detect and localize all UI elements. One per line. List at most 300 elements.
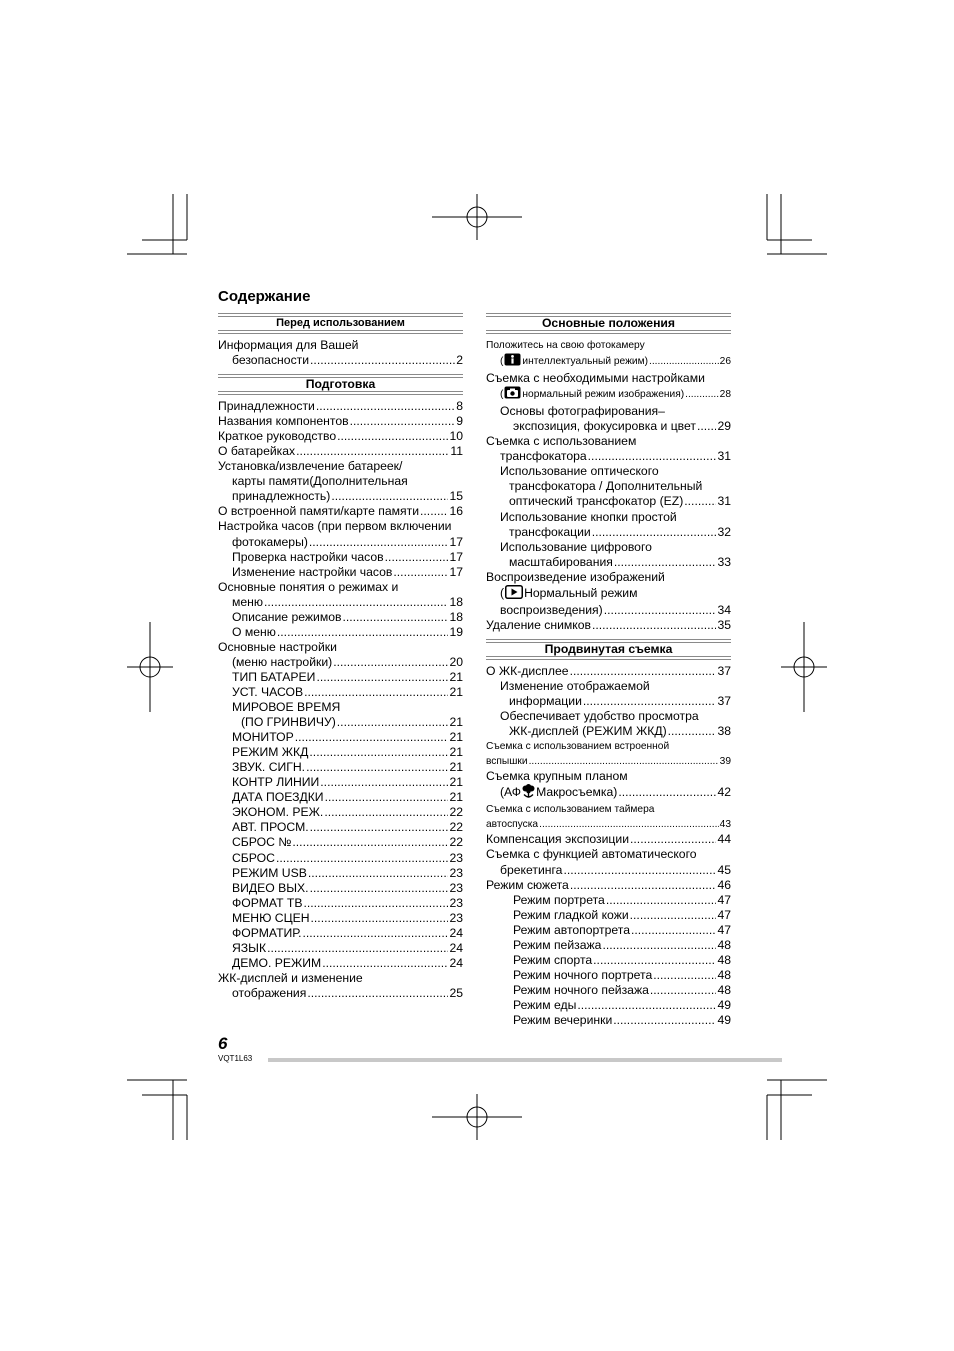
entry-title: безопасности [232, 353, 310, 368]
toc-entry[interactable] [486, 983, 731, 998]
entry-title: фотокамеры) [232, 534, 308, 549]
entry-page-number: 24 [449, 940, 463, 955]
entry-page-number: 21 [449, 745, 463, 760]
toc-entry[interactable] [486, 555, 731, 570]
dot-leader [276, 851, 448, 866]
dot-leader [310, 881, 449, 896]
entry-page-number: 10 [449, 429, 463, 444]
toc-entry[interactable] [218, 338, 463, 353]
dot-leader [592, 525, 717, 540]
toc-entry[interactable] [486, 923, 731, 938]
entry-title: Режим ночного пейзажа [513, 982, 649, 997]
entry-page-number: 23 [449, 865, 463, 880]
dot-leader [320, 775, 448, 790]
entry-page-number: 18 [449, 609, 463, 624]
entry-page-number: 47 [717, 922, 731, 937]
toc-entry[interactable] [218, 971, 463, 986]
toc-entry[interactable] [218, 805, 463, 820]
entry-prefix: ( [500, 585, 505, 600]
entry-title: Съемка с использованием встроенной [486, 741, 670, 753]
entry-page-number: 37 [717, 693, 731, 708]
entry-page-number: 48 [717, 952, 731, 967]
dot-leader [310, 820, 449, 835]
entry-page-number: 49 [717, 1012, 731, 1027]
camera-icon [504, 386, 521, 404]
toc-entry[interactable] [218, 820, 463, 835]
dot-leader [385, 550, 449, 565]
dot-leader [393, 565, 448, 580]
entry-page-number: 23 [449, 895, 463, 910]
toc-entry[interactable] [218, 550, 463, 565]
toc-entry[interactable] [486, 510, 731, 525]
entry-page-number: 21 [449, 790, 463, 805]
toc-entry[interactable] [486, 694, 731, 709]
entry-title: О батарейках [218, 444, 296, 459]
toc-entry[interactable] [218, 429, 463, 444]
toc-entry[interactable] [486, 603, 731, 618]
dot-leader [697, 419, 716, 434]
entry-title: автоспуска [486, 819, 539, 831]
toc-entry[interactable] [218, 986, 463, 1001]
dot-leader [684, 494, 716, 509]
toc-entry[interactable] [218, 519, 463, 534]
entry-title: Режим пейзажа [513, 937, 602, 952]
entry-title: Основные настройки [218, 639, 337, 654]
toc-entry[interactable] [486, 434, 731, 449]
toc-entry[interactable] [218, 866, 463, 881]
dot-leader [295, 730, 449, 745]
toc-entry[interactable] [218, 414, 463, 429]
entry-page-number: 34 [717, 602, 731, 617]
toc-entry[interactable] [218, 685, 463, 700]
dot-leader [618, 785, 716, 800]
entry-title: Принадлежности [218, 399, 315, 414]
dot-leader [570, 878, 717, 893]
toc-entry[interactable] [486, 479, 731, 494]
entry-page-number: 49 [717, 997, 731, 1012]
dot-leader [668, 724, 717, 739]
entry-title: Установка/извлечение батареек/ [218, 459, 403, 474]
entry-title: ВИДЕО ВЫХ. [232, 880, 309, 895]
dot-leader [306, 760, 448, 775]
dot-leader [613, 1013, 716, 1028]
entry-title: ЗВУК. СИГН. [232, 760, 306, 775]
entry-page-number: 45 [717, 862, 731, 877]
entry-title: СБРОС [232, 850, 275, 865]
dot-leader [296, 444, 449, 459]
entry-title: Краткое руководство [218, 429, 337, 444]
toc-entry[interactable] [218, 745, 463, 760]
entry-title: МЕНЮ СЦЕН [232, 910, 310, 925]
toc-entry[interactable] [218, 489, 463, 504]
entry-title: ТИП БАТАРЕИ [232, 669, 316, 684]
toc-entry[interactable] [486, 724, 731, 739]
toc-entry[interactable] [486, 863, 731, 878]
entry-page-number: 21 [449, 760, 463, 775]
entry-page-number: 21 [449, 684, 463, 699]
dot-leader [342, 610, 448, 625]
entry-title: Съемка с использованием таймера [486, 804, 655, 816]
dot-leader [583, 694, 717, 709]
entry-page-number: 24 [449, 925, 463, 940]
entry-title: Нормальный режим [524, 585, 638, 600]
toc-entry[interactable] [486, 618, 731, 633]
crop-mark-top-left [127, 194, 187, 254]
entry-title: Съемка с функцией автоматического [486, 847, 697, 862]
dot-leader [563, 863, 716, 878]
dot-leader [309, 745, 448, 760]
toc-entry[interactable] [218, 790, 463, 805]
entry-page-number: 48 [717, 937, 731, 952]
entry-title: Съемка крупным планом [486, 769, 628, 784]
entry-page-number: 32 [717, 524, 731, 539]
entry-title: О меню [232, 624, 276, 639]
entry-title: Обеспечивает удобство просмотра [500, 709, 699, 724]
entry-page-number: 23 [449, 910, 463, 925]
entry-prefix: (АФ [500, 785, 522, 800]
entry-page-number: 21 [449, 669, 463, 684]
toc-left-column [218, 313, 463, 1001]
entry-page-number: 21 [449, 715, 463, 730]
dot-leader [264, 595, 448, 610]
toc-entry[interactable] [486, 953, 731, 968]
dot-leader [303, 896, 448, 911]
entry-title: Режим портрета [513, 892, 605, 907]
toc-entry[interactable] [486, 525, 731, 540]
section-heading [486, 639, 731, 660]
entry-page-number: 46 [717, 877, 731, 892]
entry-page-number: 31 [717, 494, 731, 509]
crop-mark-bottom-left [127, 1080, 187, 1140]
dot-leader [311, 911, 449, 926]
entry-title: РЕЖИМ ЖКД [232, 745, 309, 760]
entry-page-number: 38 [717, 724, 731, 739]
entry-page-number: 20 [449, 654, 463, 669]
entry-page-number: 23 [449, 850, 463, 865]
dot-leader [685, 387, 719, 402]
toc-entry[interactable] [486, 386, 731, 404]
entry-page-number: 29 [717, 419, 731, 434]
toc-entry[interactable] [486, 832, 731, 847]
toc-entry[interactable] [218, 896, 463, 911]
toc-entry[interactable] [486, 968, 731, 983]
entry-page-number: 18 [449, 594, 463, 609]
toc-entry[interactable] [218, 851, 463, 866]
toc-entry[interactable] [486, 464, 731, 479]
entry-page-number: 39 [719, 756, 731, 768]
toc-entry[interactable] [486, 938, 731, 953]
entry-page-number: 17 [449, 549, 463, 564]
toc-entry[interactable] [218, 459, 463, 474]
toc-entry[interactable] [486, 679, 731, 694]
entry-title: брекетинга [500, 862, 563, 877]
entry-title: Изменение отображаемой [500, 678, 650, 693]
entry-title: Названия компонентов [218, 414, 349, 429]
entry-title: трансфокации [509, 524, 591, 539]
entry-page-number: 47 [717, 892, 731, 907]
toc-entry[interactable] [486, 664, 731, 679]
entry-title: Положитесь на свою фотокамеру [486, 340, 645, 351]
entry-title: Режим вечеринки [513, 1012, 613, 1027]
dot-leader [606, 893, 717, 908]
entry-prefix: ( [500, 389, 504, 401]
toc-entry[interactable] [486, 893, 731, 908]
entry-title: нормальный режим изображения) [522, 389, 685, 401]
entry-title: экспозиция, фокусировка и цвет [513, 419, 696, 434]
entry-page-number: 47 [717, 907, 731, 922]
entry-page-number: 11 [450, 444, 463, 459]
dot-leader [630, 832, 716, 847]
entry-title: отображения [232, 985, 307, 1000]
entry-title: Макросъемка) [536, 785, 618, 800]
toc-entry[interactable] [486, 739, 731, 754]
entry-title: ЯЗЫК [232, 940, 267, 955]
entry-page-number: 26 [719, 356, 731, 368]
entry-title: Воспроизведение изображений [486, 569, 665, 584]
target-mark-left [127, 622, 173, 712]
entry-page-number: 31 [717, 449, 731, 464]
toc-entry[interactable] [486, 769, 731, 784]
toc-entry[interactable] [218, 399, 463, 414]
toc-entry[interactable] [486, 802, 731, 817]
entry-title: ФОРМАТ ТВ [232, 895, 303, 910]
entry-title: Использование кнопки простой [500, 509, 677, 524]
dot-leader [337, 715, 449, 730]
entry-title: (меню настройки) [232, 654, 333, 669]
toc-entry[interactable] [218, 941, 463, 956]
toc-entry[interactable] [486, 419, 731, 434]
entry-page-number: 19 [449, 624, 463, 639]
toc-entry[interactable] [218, 625, 463, 640]
dot-leader [302, 926, 448, 941]
entry-page-number: 16 [449, 504, 463, 519]
toc-entry[interactable] [218, 353, 463, 368]
toc-entry[interactable] [486, 338, 731, 353]
dot-leader [529, 754, 719, 769]
toc-entry[interactable] [486, 494, 731, 509]
dot-leader [588, 449, 717, 464]
dot-leader [324, 805, 448, 820]
toc-entry[interactable] [486, 908, 731, 923]
toc-entry[interactable] [218, 926, 463, 941]
entry-title: Удаление снимков [486, 617, 592, 632]
entry-page-number: 28 [719, 389, 731, 401]
dot-leader [539, 817, 719, 832]
entry-page-number: 48 [717, 982, 731, 997]
entry-title: Режим спорта [513, 952, 593, 967]
entry-title: интеллектуальный режим) [522, 356, 648, 368]
crop-mark-top-right [767, 194, 827, 254]
toc-entry[interactable] [218, 881, 463, 896]
page-title: Содержание [218, 288, 311, 305]
entry-title: масштабирования [509, 554, 613, 569]
entry-title: Режим ночного портрета [513, 967, 653, 982]
target-mark-top [432, 194, 522, 240]
toc-entry[interactable] [486, 754, 731, 769]
toc-entry[interactable] [218, 474, 463, 489]
entry-page-number: 15 [449, 489, 463, 504]
target-mark-bottom [432, 1094, 522, 1140]
entry-title: Режим гладкой кожи [513, 907, 629, 922]
entry-page-number: 42 [717, 785, 731, 800]
section-heading [218, 313, 463, 334]
dot-leader [304, 685, 448, 700]
toc-entry[interactable] [218, 715, 463, 730]
entry-title: Информация для Вашей [218, 338, 359, 352]
toc-entry[interactable] [486, 449, 731, 464]
toc-entry[interactable] [218, 911, 463, 926]
toc-entry[interactable] [486, 353, 731, 371]
dot-leader [307, 986, 448, 1001]
dot-leader [316, 399, 455, 414]
entry-title: О встроенной памяти/карте памяти [218, 504, 420, 519]
toc-entry[interactable] [218, 580, 463, 595]
dot-leader [649, 354, 719, 369]
toc-entry[interactable] [218, 835, 463, 850]
entry-title: Съемка с использованием [486, 434, 637, 449]
toc-entry[interactable] [486, 817, 731, 832]
dot-leader [316, 670, 448, 685]
entry-page-number: 8 [456, 399, 463, 414]
dot-leader [308, 866, 449, 881]
entry-title: ЖК-дисплей и изменение [218, 970, 363, 985]
entry-page-number: 21 [449, 730, 463, 745]
entry-title: принадлежность) [232, 489, 331, 504]
entry-title: ДЕМО. РЕЖИМ [232, 955, 322, 970]
entry-title: информации [509, 693, 582, 708]
entry-title: Основы фотографирования– [500, 404, 665, 419]
entry-title: Описание режимов [232, 609, 342, 624]
toc-entry[interactable] [486, 998, 731, 1013]
entry-page-number: 44 [717, 832, 731, 847]
entry-title: трансфокатора / Дополнительный [509, 479, 703, 494]
entry-title: меню [232, 594, 264, 609]
toc-entry[interactable] [218, 595, 463, 610]
entry-title: О ЖК-дисплее [486, 663, 569, 678]
toc-entry[interactable] [486, 404, 731, 419]
dot-leader [631, 923, 716, 938]
target-mark-right [781, 622, 827, 712]
play-icon [505, 585, 523, 603]
entry-title: Режим еды [513, 997, 577, 1012]
entry-title: оптический трансфокатор (EZ) [509, 494, 684, 509]
section-heading-text: Перед использованием [276, 317, 405, 329]
entry-title: ЖК-дисплей (РЕЖИМ ЖКД) [509, 724, 667, 739]
entry-title: Режим сюжета [486, 877, 569, 892]
dot-leader [577, 998, 716, 1013]
entry-title: Проверка настройки часов [232, 549, 384, 564]
toc-entry[interactable] [486, 540, 731, 555]
page-number: 6 [218, 1034, 228, 1053]
toc-entry[interactable] [218, 956, 463, 971]
dot-leader [337, 429, 448, 444]
entry-title: МИРОВОЕ ВРЕМЯ [232, 700, 341, 715]
toc-entry[interactable] [486, 585, 731, 603]
entry-title: МОНИТОР [232, 730, 294, 745]
toc-entry[interactable] [218, 775, 463, 790]
entry-page-number: 17 [449, 534, 463, 549]
entry-page-number: 33 [717, 554, 731, 569]
toc-entry[interactable] [218, 760, 463, 775]
entry-title: воспроизведения) [500, 602, 603, 617]
toc-entry[interactable] [486, 709, 731, 724]
dot-leader [310, 353, 455, 368]
entry-title: РЕЖИМ USB [232, 865, 307, 880]
toc-entry[interactable] [218, 640, 463, 655]
toc-entry[interactable] [218, 565, 463, 580]
toc-entry[interactable] [486, 878, 731, 893]
toc-entry[interactable] [218, 700, 463, 715]
entry-page-number: 22 [449, 820, 463, 835]
entry-title: ФОРМАТИР. [232, 925, 302, 940]
document-code: VQT1L63 [218, 1054, 253, 1063]
macro-flower-icon [522, 784, 535, 802]
dot-leader [420, 504, 448, 519]
entry-page-number: 22 [449, 805, 463, 820]
entry-title: Настройка часов (при первом включении [218, 519, 452, 534]
dot-leader [650, 983, 717, 998]
toc-entry[interactable] [218, 610, 463, 625]
entry-title: Использование оптического [500, 464, 659, 479]
toc-entry[interactable] [486, 847, 731, 862]
entry-page-number: 48 [717, 967, 731, 982]
entry-title: Компенсация экспозиции [486, 832, 630, 847]
toc-entry[interactable] [486, 784, 731, 802]
toc-entry[interactable] [218, 655, 463, 670]
dot-leader [592, 618, 716, 633]
toc-entry[interactable] [218, 504, 463, 519]
entry-title: Режим автопортрета [513, 922, 631, 937]
dot-leader [309, 535, 449, 550]
toc-entry[interactable] [486, 1013, 731, 1028]
toc-entry[interactable] [486, 570, 731, 585]
entry-title: АВТ. ПРОСМ. [232, 820, 309, 835]
entry-title: Использование цифрового [500, 539, 652, 554]
entry-page-number: 22 [449, 835, 463, 850]
dot-leader [322, 956, 448, 971]
toc-entry[interactable] [218, 444, 463, 459]
entry-title: Основные понятия о режимах и [218, 579, 399, 594]
dot-leader [593, 953, 716, 968]
dot-leader [267, 941, 448, 956]
dot-leader [570, 664, 717, 679]
dot-leader [630, 908, 717, 923]
toc-entry[interactable] [218, 730, 463, 745]
section-heading [218, 374, 463, 395]
dot-leader [602, 938, 716, 953]
section-heading-text: Продвинутая съемка [544, 641, 673, 656]
toc-right-column [486, 313, 731, 1028]
toc-entry[interactable] [486, 371, 731, 386]
toc-entry[interactable] [218, 670, 463, 685]
dot-leader [333, 655, 448, 670]
entry-prefix: ( [500, 356, 504, 368]
crop-mark-bottom-right [767, 1080, 827, 1140]
dot-leader [325, 790, 449, 805]
entry-title: вспышки [486, 756, 528, 768]
dot-leader [292, 835, 448, 850]
entry-title: ДАТА ПОЕЗДКИ [232, 790, 324, 805]
toc-entry[interactable] [218, 535, 463, 550]
entry-title: КОНТР ЛИНИИ [232, 775, 320, 790]
entry-page-number: 21 [449, 775, 463, 790]
entry-title: трансфокатора [500, 449, 587, 464]
footer-bar [268, 1058, 782, 1062]
dot-leader [653, 968, 716, 983]
entry-page-number: 2 [456, 353, 463, 368]
entry-page-number: 24 [449, 955, 463, 970]
entry-page-number: 23 [449, 880, 463, 895]
